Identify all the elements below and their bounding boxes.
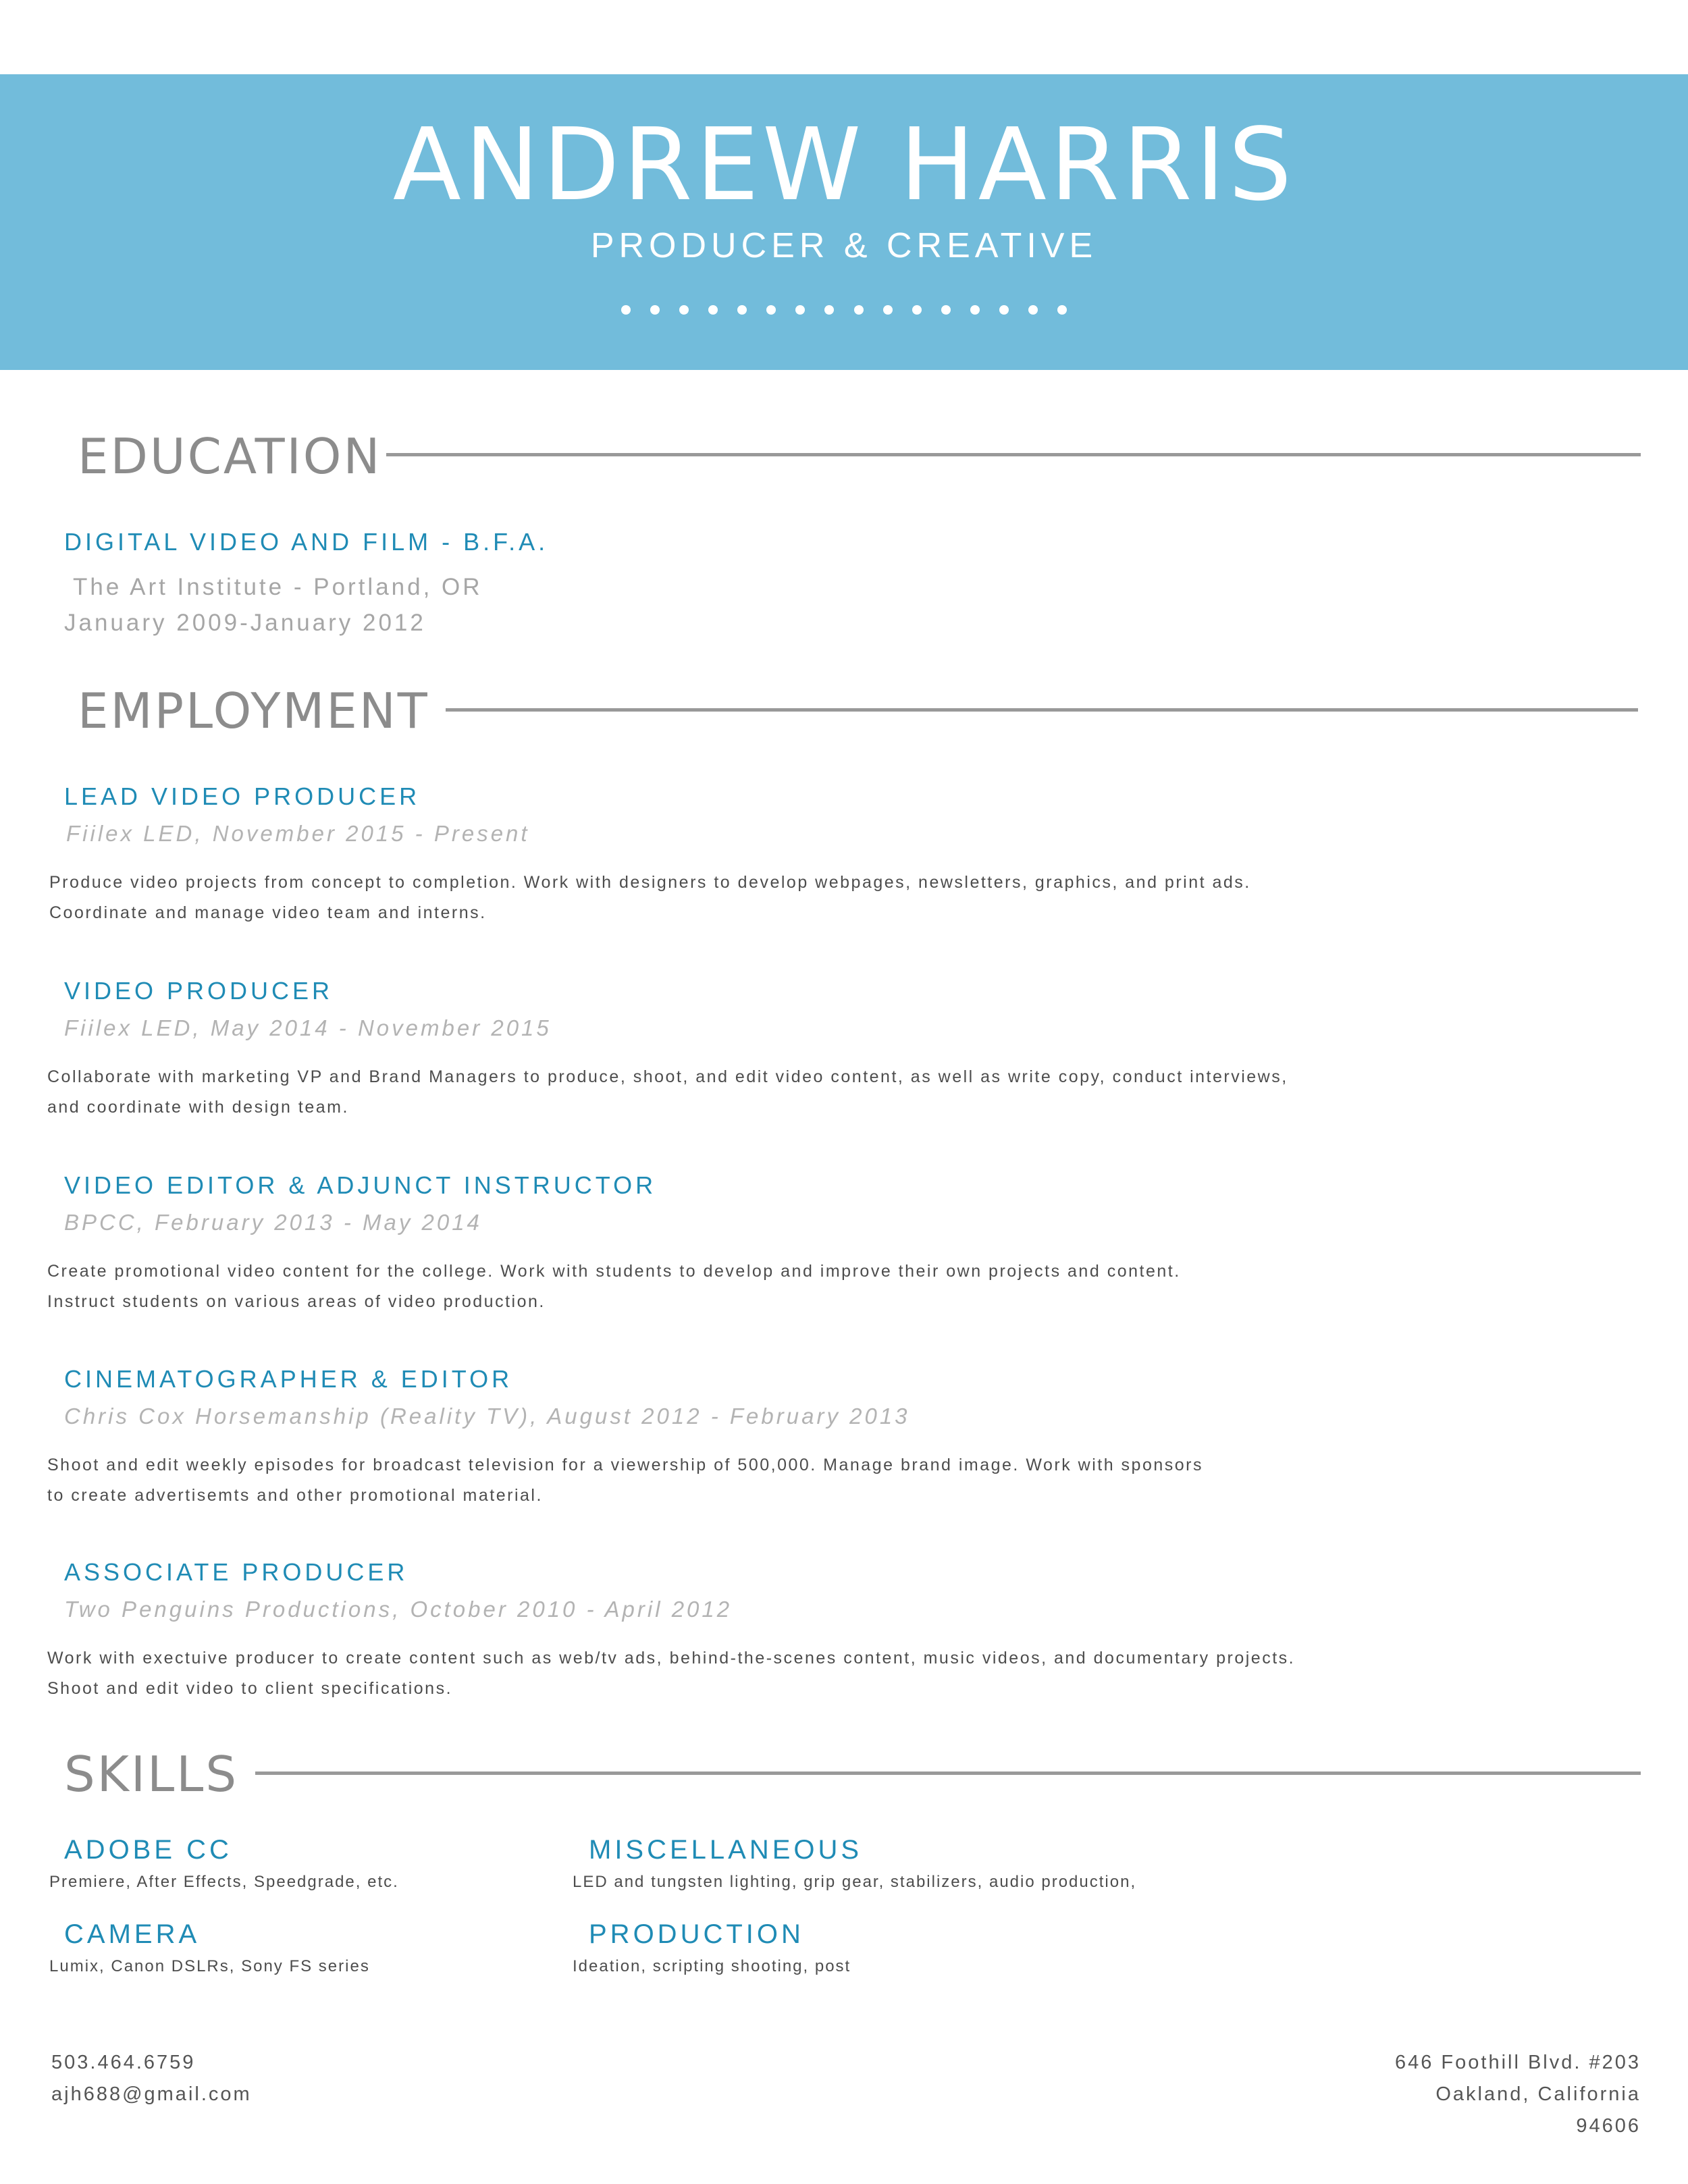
job-role: LEAD VIDEO PRODUCER [64,782,421,810]
section-title-education: EDUCATION [78,428,382,485]
job-meta: Fiilex LED, November 2015 - Present [66,821,530,846]
decorative-dot [941,305,951,315]
decorative-dot [679,305,689,315]
education-dates: January 2009-January 2012 [64,610,426,636]
education-degree: DIGITAL VIDEO AND FILM - B.F.A. [64,528,549,556]
decorative-dot [1028,305,1038,315]
decorative-dot [1057,305,1067,315]
education-school: The Art Institute - Portland, OR [73,574,483,600]
section-divider-education [386,453,1641,456]
job-description-line: Work with exectuive producer to create content such as web/tv ads, behind-the-scenes content, music videos, and documentary projects. [47,1649,1296,1668]
job-description-line: to create advertisemts and other promotional material. [47,1486,543,1505]
skill-description: Premiere, After Effects, Speedgrade, etc. [49,1873,399,1891]
job-meta: Chris Cox Horsemanship (Reality TV), August 2012 - February 2013 [64,1404,910,1429]
decorative-dot [621,305,631,315]
job-description [49,868,1467,928]
job-description-line: Coordinate and manage video team and interns. [49,903,487,922]
decorative-dot [766,305,776,315]
job-description-line: Collaborate with marketing VP and Brand Managers to produce, shoot, and edit video content, as well as write copy, conduct interviews, [47,1067,1288,1086]
contact-address-line3: 94606 [1576,2115,1641,2137]
job-description-line: Instruct students on various areas of video production. [47,1292,546,1311]
job-description-line: and coordinate with design team. [47,1098,349,1117]
contact-phone: 503.464.6759 [51,2052,196,2073]
candidate-name: ANDREW HARRIS [392,107,1296,223]
job-meta: Two Penguins Productions, October 2010 - April 2012 [64,1597,733,1622]
job-description-line: Produce video projects from concept to completion. Work with designers to develop webpages, newsletters, graphics, and print ads. [49,873,1251,892]
decorative-dot [824,305,834,315]
job-description [47,1062,1465,1123]
job-meta: BPCC, February 2013 - May 2014 [64,1210,482,1235]
skill-name: PRODUCTION [589,1919,804,1949]
job-description-line: Shoot and edit weekly episodes for broadcast television for a viewership of 500,000. Manage brand image. Work with sponsors [47,1456,1203,1474]
decorative-dot [708,305,718,315]
section-title-employment: EMPLOYMENT [78,683,429,739]
job-description-line: Shoot and edit video to client specifications. [47,1679,453,1698]
skill-name: CAMERA [64,1919,201,1949]
skill-name: ADOBE CC [64,1835,232,1865]
job-description [47,1256,1465,1317]
decorative-dot [795,305,805,315]
decorative-dot [999,305,1009,315]
skill-description: Ideation, scripting shooting, post [573,1957,851,1975]
section-divider-skills [255,1772,1641,1775]
decorative-dot [737,305,747,315]
job-description-line: Create promotional video content for the college. Work with students to develop and improve their own projects and content. [47,1262,1181,1281]
contact-email: ajh688@gmail.com [51,2083,252,2105]
job-description [47,1450,1465,1511]
job-role: VIDEO PRODUCER [64,977,334,1005]
job-description [47,1643,1465,1704]
skill-name: MISCELLANEOUS [589,1835,863,1865]
contact-right [1236,2047,1641,2142]
skill-description: LED and tungsten lighting, grip gear, stabilizers, audio production, [573,1873,1137,1891]
job-role: ASSOCIATE PRODUCER [64,1558,408,1586]
contact-address-line2: Oakland, California [1435,2083,1641,2105]
section-divider-employment [446,708,1638,712]
candidate-tagline: PRODUCER & CREATIVE [590,226,1098,265]
decorative-dot [854,305,864,315]
decorative-dot [883,305,893,315]
decorative-dot-row [621,305,1067,319]
decorative-dot [650,305,660,315]
skill-description: Lumix, Canon DSLRs, Sony FS series [49,1957,370,1975]
job-role: VIDEO EDITOR & ADJUNCT INSTRUCTOR [64,1171,657,1199]
decorative-dot [970,305,980,315]
job-role: CINEMATOGRAPHER & EDITOR [64,1365,513,1393]
section-title-skills: SKILLS [64,1746,239,1803]
job-meta: Fiilex LED, May 2014 - November 2015 [64,1015,552,1040]
decorative-dot [912,305,922,315]
contact-left [51,2047,252,2110]
contact-address-line1: 646 Foothill Blvd. #203 [1394,2052,1641,2073]
